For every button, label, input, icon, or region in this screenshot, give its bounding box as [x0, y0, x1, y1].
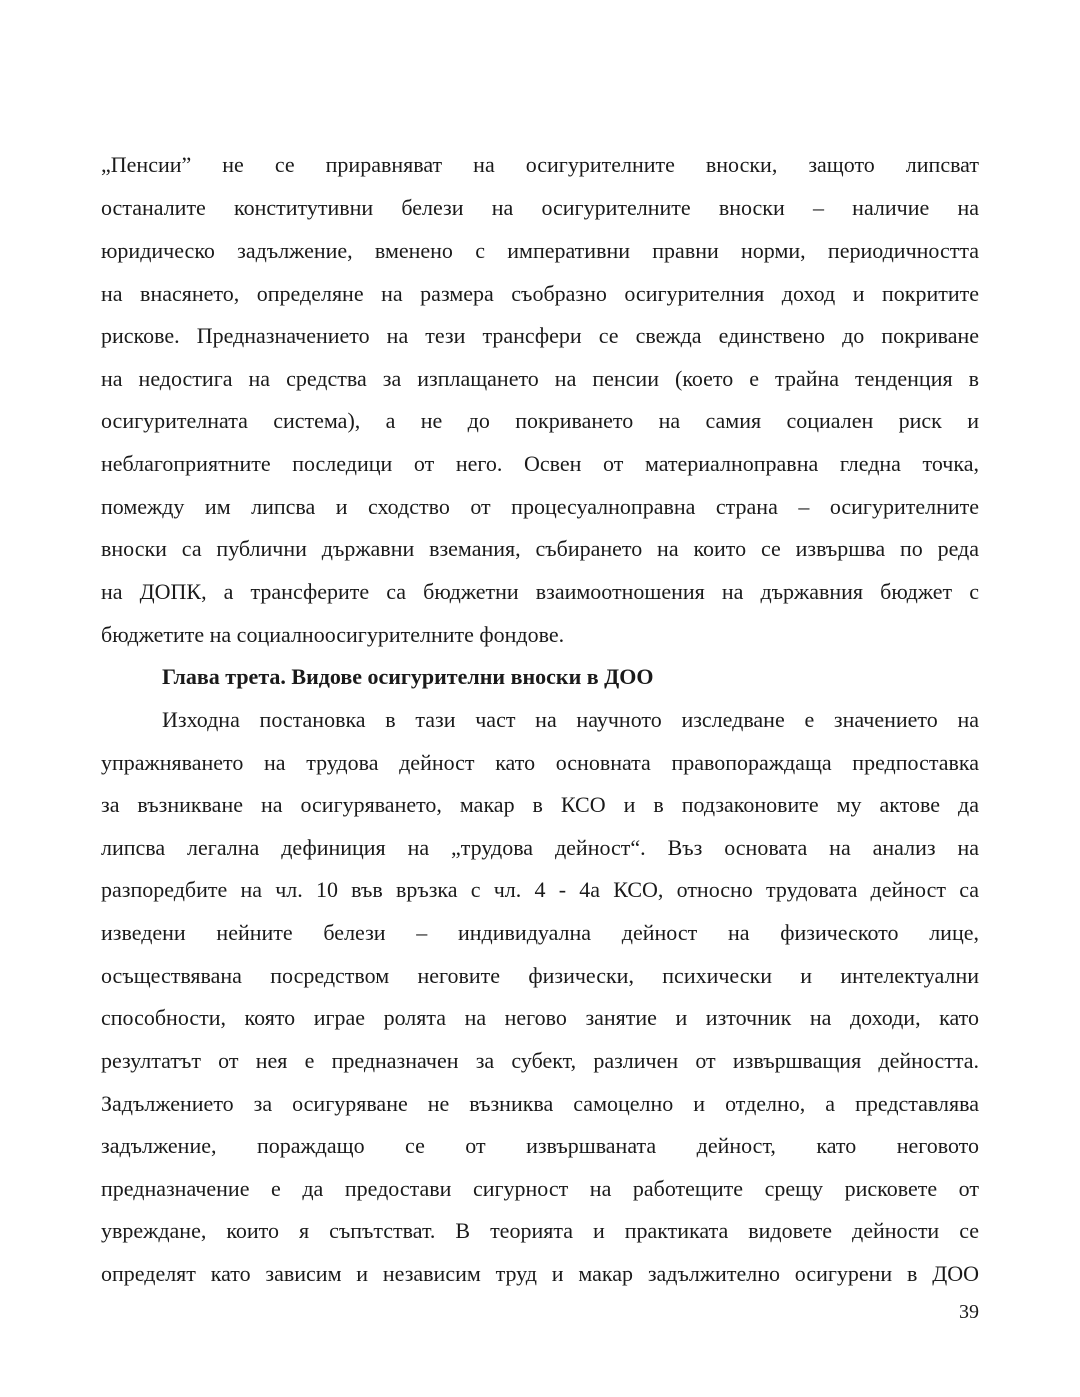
text-line: на внасянето, определяне на размера съобразно осигурителния доход и покритите: [101, 281, 979, 306]
text-line: увреждане, които я съпътстват. В теорията и практиката видовете дейности се: [101, 1218, 979, 1243]
text-line: способности, която играе ролята на негово занятие и източник на доходи, като: [101, 1005, 979, 1030]
text-line: за възникване на осигуряването, макар в КСО и в подзаконовите му актове да: [101, 792, 979, 817]
text-line: предназначение е да предостави сигурност на работещите срещу рисковете от: [101, 1176, 979, 1201]
text-line: Изходна постановка в тази част на научното изследване е значението на: [162, 707, 979, 732]
text-line: задължение, пораждащо се от извършваната дейност, като неговото: [101, 1133, 979, 1158]
text-line: „Пенсии” не се приравняват на осигурителните вноски, защото липсват: [101, 152, 979, 177]
text-line: осигурителната система), а не до покриването на самия социален риск и: [101, 408, 979, 433]
text-line: помежду им липсва и сходство от процесуалноправна страна – осигурителните: [101, 494, 979, 519]
text-line: останалите конститутивни белези на осигурителните вноски – наличие на: [101, 195, 979, 220]
text-line: изведени нейните белези – индивидуална дейност на физическото лице,: [101, 920, 979, 945]
text-line: разпоредбите на чл. 10 във връзка с чл. 4 - 4а КСО, относно трудовата дейност са: [101, 877, 979, 902]
text-line: на недостига на средства за изплащането на пенсии (което е трайна тенденция в: [101, 366, 979, 391]
chapter-heading: Глава трета. Видове осигурителни вноски в ДОО: [162, 664, 654, 689]
text-line: на ДОПК, а трансферите са бюджетни взаимоотношения на държавния бюджет с: [101, 579, 979, 604]
text-line: неблагоприятните последици от него. Освен от материалноправна гледна точка,: [101, 451, 979, 476]
page-number: 39: [959, 1301, 979, 1323]
text-line: определят като зависим и независим труд и макар задължително осигурени в ДОО: [101, 1261, 979, 1286]
text-line: упражняването на трудова дейност като основната правопораждаща предпоставка: [101, 750, 979, 775]
text-line: бюджетите на социалноосигурителните фондове.: [101, 622, 565, 647]
text-line: осъществявана посредством неговите физически, психически и интелектуални: [101, 963, 979, 988]
text-line: Задължението за осигуряване не възниква самоцелно и отделно, а представлява: [101, 1091, 979, 1116]
text-line: вноски са публични държавни вземания, събирането на които се извършва по реда: [101, 536, 979, 561]
text-line: рискове. Предназначението на тези трансфери се свежда единствено до покриване: [101, 323, 979, 348]
text-line: липсва легална дефиниция на „трудова дейност“. Въз основата на анализ на: [101, 835, 979, 860]
text-line: юридическо задължение, вменено с императивни правни норми, периодичността: [101, 238, 979, 263]
text-line: резултатът от нея е предназначен за субект, различен от извършващия дейността.: [101, 1048, 979, 1073]
